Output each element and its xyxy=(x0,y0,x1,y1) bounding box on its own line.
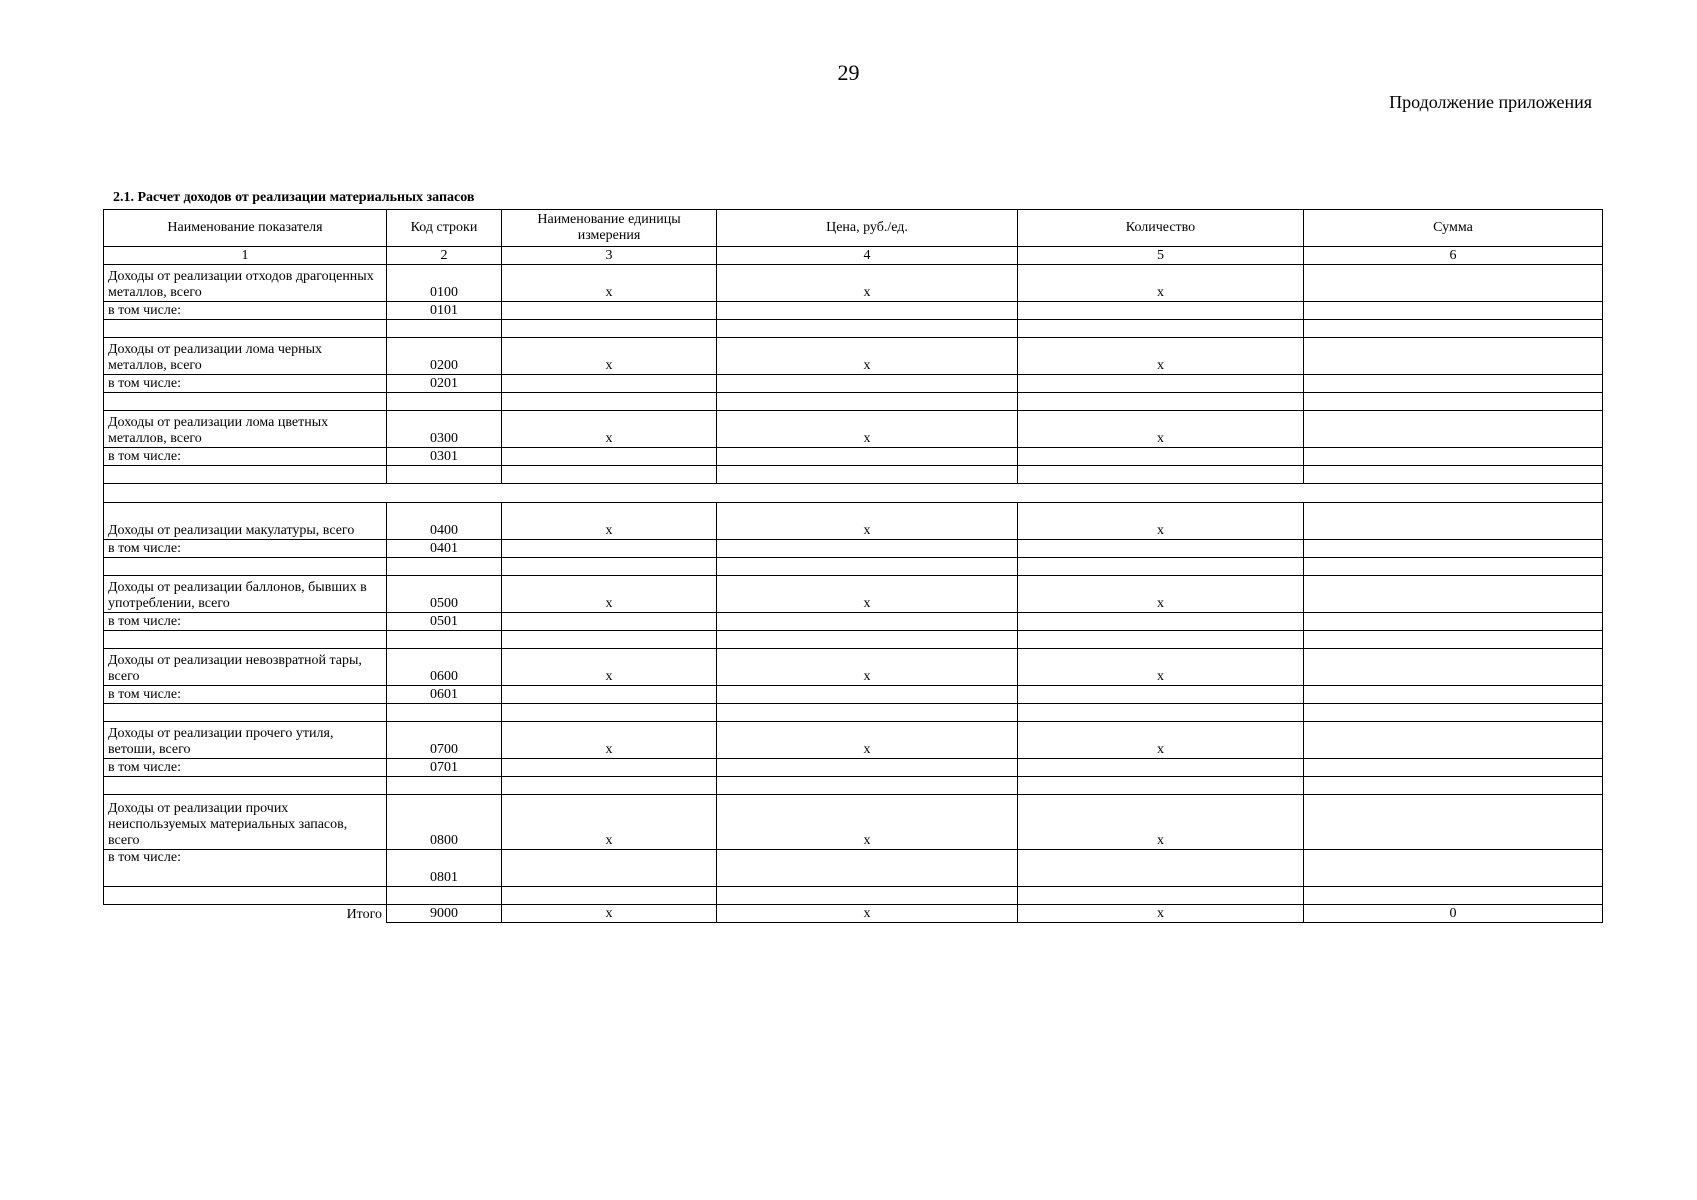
empty-cell xyxy=(387,558,502,576)
empty-cell xyxy=(387,320,502,338)
table-row-total xyxy=(104,649,1603,686)
sum-cell xyxy=(1304,795,1603,850)
empty-cell xyxy=(104,887,387,905)
empty-cell xyxy=(387,631,502,649)
empty-cell xyxy=(1304,631,1603,649)
table-row-including xyxy=(104,686,1603,704)
table-row-blank xyxy=(104,558,1603,576)
unit-not-applicable: x xyxy=(502,503,717,540)
table-row-total xyxy=(104,722,1603,759)
empty-cell xyxy=(104,320,387,338)
table-row-separator xyxy=(104,484,1603,503)
empty-cell xyxy=(1018,375,1304,393)
empty-cell xyxy=(104,777,387,795)
empty-cell xyxy=(502,887,717,905)
empty-cell xyxy=(502,448,717,466)
including-label: в том числе: xyxy=(104,448,387,466)
empty-cell xyxy=(104,631,387,649)
empty-cell xyxy=(387,887,502,905)
empty-cell xyxy=(1304,466,1603,484)
empty-cell xyxy=(717,466,1018,484)
empty-cell xyxy=(717,448,1018,466)
header-row xyxy=(104,210,1603,247)
empty-cell xyxy=(502,686,717,704)
row-code: 0201 xyxy=(387,375,502,393)
unit-not-applicable: x xyxy=(502,649,717,686)
including-label: в том числе: xyxy=(104,686,387,704)
empty-cell xyxy=(1018,631,1304,649)
table-row-blank xyxy=(104,704,1603,722)
price-not-applicable: x xyxy=(717,795,1018,850)
row-code: 0501 xyxy=(387,613,502,631)
empty-cell xyxy=(104,466,387,484)
row-code: 0400 xyxy=(387,503,502,540)
unit-not-applicable: x xyxy=(502,795,717,850)
table-row-grand-total xyxy=(104,905,1603,923)
empty-cell xyxy=(717,759,1018,777)
empty-cell xyxy=(1304,887,1603,905)
including-label: в том числе: xyxy=(104,540,387,558)
empty-cell xyxy=(1018,613,1304,631)
column-number: 5 xyxy=(1018,247,1304,265)
empty-cell xyxy=(717,302,1018,320)
unit-not-applicable: x xyxy=(502,411,717,448)
empty-cell xyxy=(387,466,502,484)
header-price: Цена, руб./ед. xyxy=(717,210,1018,247)
empty-cell xyxy=(104,704,387,722)
empty-cell xyxy=(502,466,717,484)
empty-cell xyxy=(717,631,1018,649)
empty-cell xyxy=(1018,466,1304,484)
including-label: в том числе: xyxy=(104,613,387,631)
row-code: 0800 xyxy=(387,795,502,850)
table-row-blank xyxy=(104,393,1603,411)
empty-cell xyxy=(502,777,717,795)
quantity-not-applicable: x xyxy=(1018,411,1304,448)
empty-cell xyxy=(502,850,717,887)
row-code: 0101 xyxy=(387,302,502,320)
table-row-total xyxy=(104,576,1603,613)
empty-cell xyxy=(717,375,1018,393)
total-label: Итого xyxy=(104,905,387,923)
empty-cell xyxy=(1304,613,1603,631)
empty-cell xyxy=(1304,850,1603,887)
empty-cell xyxy=(717,320,1018,338)
empty-cell xyxy=(1304,777,1603,795)
unit-not-applicable: x xyxy=(502,576,717,613)
page-number: 29 xyxy=(837,60,860,85)
empty-cell xyxy=(1018,393,1304,411)
column-number-row xyxy=(104,247,1603,265)
empty-cell xyxy=(1304,302,1603,320)
continuation-label: Продолжение приложения xyxy=(1389,92,1592,112)
sum-cell xyxy=(1304,649,1603,686)
empty-cell xyxy=(502,302,717,320)
unit-not-applicable: x xyxy=(502,722,717,759)
empty-cell xyxy=(1304,558,1603,576)
table-row-total xyxy=(104,265,1603,302)
unit-not-applicable: x xyxy=(502,338,717,375)
empty-cell xyxy=(1018,320,1304,338)
row-code: 0500 xyxy=(387,576,502,613)
empty-cell xyxy=(502,704,717,722)
quantity-not-applicable: x xyxy=(1018,795,1304,850)
empty-cell xyxy=(1018,887,1304,905)
empty-cell xyxy=(717,540,1018,558)
table-row-total xyxy=(104,503,1603,540)
indicator-name: Доходы от реализации лома черных металлов, всего xyxy=(104,338,387,375)
empty-cell xyxy=(717,777,1018,795)
sum-cell xyxy=(1304,411,1603,448)
row-code: 0401 xyxy=(387,540,502,558)
indicator-name: Доходы от реализации отходов драгоценных металлов, всего xyxy=(104,265,387,302)
sum-cell xyxy=(1304,338,1603,375)
including-label: в том числе: xyxy=(104,375,387,393)
table-row-total xyxy=(104,411,1603,448)
section-title: 2.1. Расчет доходов от реализации материальных запасов xyxy=(113,190,475,205)
indicator-name: Доходы от реализации лома цветных металлов, всего xyxy=(104,411,387,448)
empty-cell xyxy=(1018,302,1304,320)
price-not-applicable: x xyxy=(717,338,1018,375)
table-row-blank xyxy=(104,777,1603,795)
table-row-including xyxy=(104,759,1603,777)
empty-cell xyxy=(1018,777,1304,795)
empty-cell xyxy=(502,393,717,411)
empty-cell xyxy=(387,777,502,795)
empty-cell xyxy=(1304,448,1603,466)
including-label: в том числе: xyxy=(104,302,387,320)
empty-cell xyxy=(1018,558,1304,576)
row-code: 0100 xyxy=(387,265,502,302)
price-not-applicable: x xyxy=(717,265,1018,302)
quantity-not-applicable: x xyxy=(1018,649,1304,686)
row-code: 0801 xyxy=(387,850,502,887)
header-row-code: Код строки xyxy=(387,210,502,247)
empty-cell xyxy=(717,704,1018,722)
price-not-applicable: x xyxy=(717,905,1018,923)
empty-cell xyxy=(1304,704,1603,722)
empty-cell xyxy=(717,613,1018,631)
empty-cell xyxy=(717,686,1018,704)
row-code: 0601 xyxy=(387,686,502,704)
empty-cell xyxy=(717,393,1018,411)
empty-cell xyxy=(502,631,717,649)
empty-cell xyxy=(387,393,502,411)
empty-cell xyxy=(1018,759,1304,777)
row-code: 0300 xyxy=(387,411,502,448)
quantity-not-applicable: x xyxy=(1018,338,1304,375)
quantity-not-applicable: x xyxy=(1018,905,1304,923)
including-label: в том числе: xyxy=(104,850,387,887)
empty-cell xyxy=(1304,686,1603,704)
header-sum: Сумма xyxy=(1304,210,1603,247)
empty-cell xyxy=(1304,540,1603,558)
empty-cell xyxy=(104,393,387,411)
unit-not-applicable: x xyxy=(502,265,717,302)
price-not-applicable: x xyxy=(717,649,1018,686)
table-row-blank xyxy=(104,887,1603,905)
empty-cell xyxy=(502,540,717,558)
quantity-not-applicable: x xyxy=(1018,722,1304,759)
separator-cell xyxy=(104,484,1603,503)
row-code: 0700 xyxy=(387,722,502,759)
price-not-applicable: x xyxy=(717,503,1018,540)
table-row-blank xyxy=(104,320,1603,338)
table-row-blank xyxy=(104,466,1603,484)
quantity-not-applicable: x xyxy=(1018,576,1304,613)
table-row-total xyxy=(104,338,1603,375)
indicator-name: Доходы от реализации прочих неиспользуемых материальных запасов, всего xyxy=(104,795,387,850)
price-not-applicable: x xyxy=(717,722,1018,759)
empty-cell xyxy=(1018,850,1304,887)
row-code: 0600 xyxy=(387,649,502,686)
empty-cell xyxy=(1018,448,1304,466)
empty-cell xyxy=(1304,393,1603,411)
header-indicator-name: Наименование показателя xyxy=(104,210,387,247)
sum-cell xyxy=(1304,722,1603,759)
indicator-name: Доходы от реализации макулатуры, всего xyxy=(104,503,387,540)
empty-cell xyxy=(1018,704,1304,722)
empty-cell xyxy=(1304,375,1603,393)
income-calculation-table xyxy=(103,209,1603,923)
sum-cell xyxy=(1304,265,1603,302)
table-row-including xyxy=(104,448,1603,466)
table-row-including xyxy=(104,850,1603,887)
empty-cell xyxy=(502,320,717,338)
column-number: 6 xyxy=(1304,247,1603,265)
row-code: 0701 xyxy=(387,759,502,777)
sum-cell xyxy=(1304,503,1603,540)
quantity-not-applicable: x xyxy=(1018,503,1304,540)
indicator-name: Доходы от реализации невозвратной тары, всего xyxy=(104,649,387,686)
indicator-name: Доходы от реализации баллонов, бывших в употреблении, всего xyxy=(104,576,387,613)
table-row-including xyxy=(104,613,1603,631)
row-code: 0301 xyxy=(387,448,502,466)
empty-cell xyxy=(502,759,717,777)
indicator-name: Доходы от реализации прочего утиля, ветоши, всего xyxy=(104,722,387,759)
column-number: 3 xyxy=(502,247,717,265)
table-row-including xyxy=(104,375,1603,393)
empty-cell xyxy=(1304,759,1603,777)
table-row-blank xyxy=(104,631,1603,649)
sum-cell xyxy=(1304,576,1603,613)
table-row-including xyxy=(104,540,1603,558)
empty-cell xyxy=(502,375,717,393)
price-not-applicable: x xyxy=(717,576,1018,613)
empty-cell xyxy=(1018,686,1304,704)
empty-cell xyxy=(502,613,717,631)
empty-cell xyxy=(717,887,1018,905)
quantity-not-applicable: x xyxy=(1018,265,1304,302)
including-label: в том числе: xyxy=(104,759,387,777)
empty-cell xyxy=(387,704,502,722)
empty-cell xyxy=(104,558,387,576)
column-number: 4 xyxy=(717,247,1018,265)
table-row-including xyxy=(104,302,1603,320)
total-sum: 0 xyxy=(1304,905,1603,923)
table-row-total xyxy=(104,795,1603,850)
unit-not-applicable: x xyxy=(502,905,717,923)
price-not-applicable: x xyxy=(717,411,1018,448)
row-code: 0200 xyxy=(387,338,502,375)
empty-cell xyxy=(717,850,1018,887)
column-number: 1 xyxy=(104,247,387,265)
header-unit-name: Наименование единицы измерения xyxy=(502,210,717,247)
column-number: 2 xyxy=(387,247,502,265)
empty-cell xyxy=(1018,540,1304,558)
header-quantity: Количество xyxy=(1018,210,1304,247)
empty-cell xyxy=(717,558,1018,576)
empty-cell xyxy=(502,558,717,576)
empty-cell xyxy=(1304,320,1603,338)
row-code: 9000 xyxy=(387,905,502,923)
